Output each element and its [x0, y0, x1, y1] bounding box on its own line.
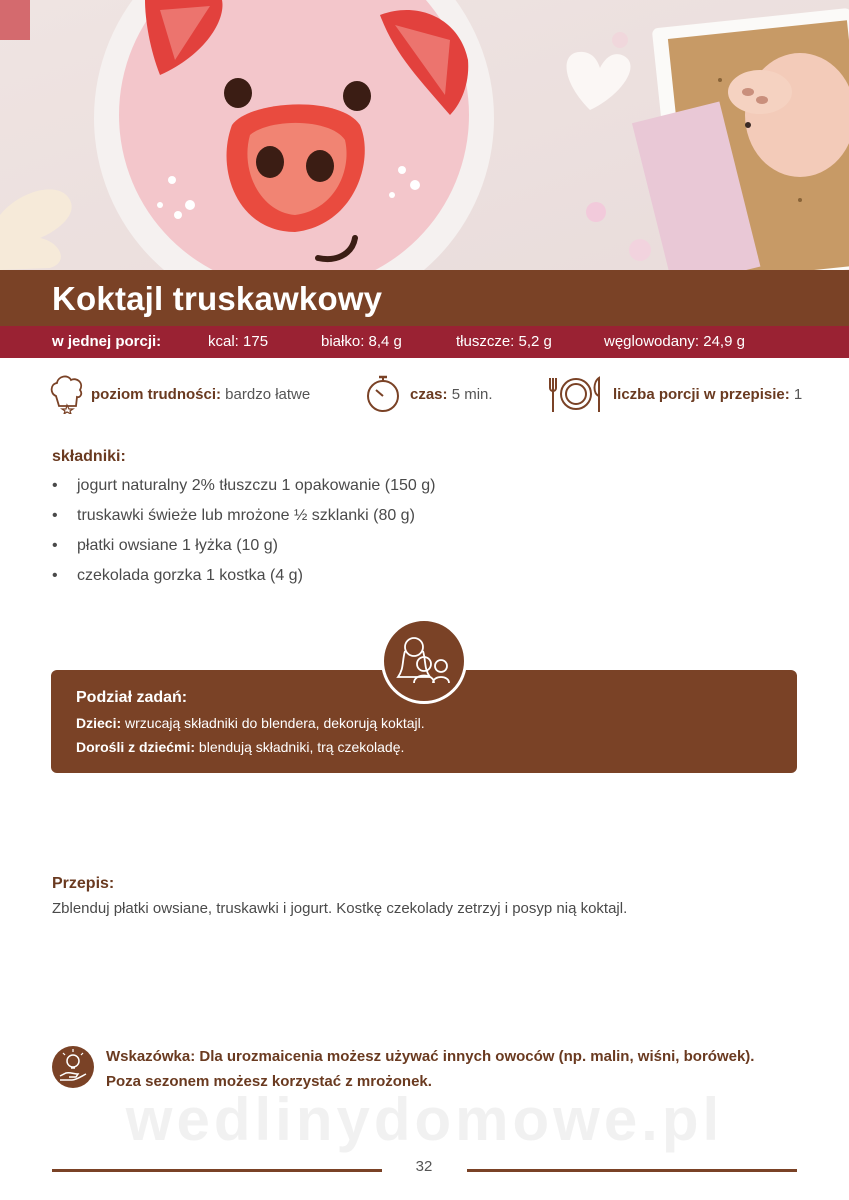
- recipe-title: Koktajl truskawkowy: [52, 280, 383, 317]
- task-title: Podział zadań:: [76, 689, 188, 706]
- portions-info: [547, 374, 837, 414]
- time-info: [365, 374, 525, 414]
- difficulty-label: poziom trudności:: [91, 386, 221, 403]
- family-icon: [384, 621, 464, 701]
- ingredient-item: • płatki owsiane 1 łyżka (10 g): [52, 533, 435, 563]
- nutrition-label: w jednej porcji:: [52, 333, 162, 350]
- tip-badge: [52, 1046, 94, 1088]
- task-kids-text: wrzucają składniki do blendera, dekorują koktajl.: [121, 715, 425, 731]
- page-number: 32: [415, 1158, 433, 1175]
- portions-value: 1: [793, 386, 803, 403]
- instructions-text: Zblenduj płatki owsiane, truskawki i jogurt. Kostkę czekolady zetrzyj i posyp nią koktajl.: [52, 900, 628, 917]
- footer-line-left: [52, 1169, 382, 1172]
- watermark: wedlinydomowe.pl: [125, 1086, 724, 1153]
- portions-label: liczba porcji w przepisie:: [613, 386, 790, 403]
- task-kids: [76, 715, 425, 731]
- ingredient-item: • jogurt naturalny 2% tłuszczu 1 opakowanie (150 g): [52, 473, 435, 503]
- tip-line-2: Poza sezonem możesz korzystać z mrożonek.: [106, 1073, 432, 1090]
- task-kids-label: Dzieci:: [76, 715, 122, 731]
- plate-cutlery-icon: [547, 374, 605, 414]
- ingredients-title: składniki:: [52, 448, 126, 465]
- family-badge: [381, 618, 467, 704]
- nutrition-bar: [0, 326, 849, 358]
- task-adults: [76, 739, 404, 755]
- difficulty-value: bardzo łatwe: [225, 386, 311, 403]
- task-adults-label: Dorośli z dziećmi:: [76, 739, 196, 755]
- nutrition-fat: tłuszcze: 5,2 g: [456, 333, 552, 350]
- ingredient-item: • czekolada gorzka 1 kostka (4 g): [52, 563, 435, 593]
- smoothie-pig-illustration: [0, 0, 849, 270]
- nutrition-carbs: węglowodany: 24,9 g: [604, 333, 745, 350]
- time-label: czas:: [410, 386, 448, 403]
- ingredient-item: • truskawki świeże lub mrożone ½ szklanki (80 g): [52, 503, 435, 533]
- ingredients-list: [52, 473, 435, 593]
- time-value: 5 min.: [451, 386, 493, 403]
- tip-line-1: Wskazówka: Dla urozmaicenia możesz używać innych owoców (np. malin, wiśni, borówek).: [106, 1048, 755, 1065]
- stopwatch-icon: [365, 374, 401, 414]
- difficulty-info: [50, 374, 350, 414]
- task-adults-text: blendują składniki, trą czekoladę.: [195, 739, 405, 755]
- nutrition-kcal: kcal: 175: [208, 333, 269, 350]
- hero-photo: [0, 0, 849, 270]
- chef-hat-icon: [50, 374, 84, 414]
- nutrition-protein: białko: 8,4 g: [321, 333, 402, 350]
- footer-line-right: [467, 1169, 797, 1172]
- lightbulb-hand-icon: [52, 1046, 94, 1088]
- instructions-title: Przepis:: [52, 875, 115, 892]
